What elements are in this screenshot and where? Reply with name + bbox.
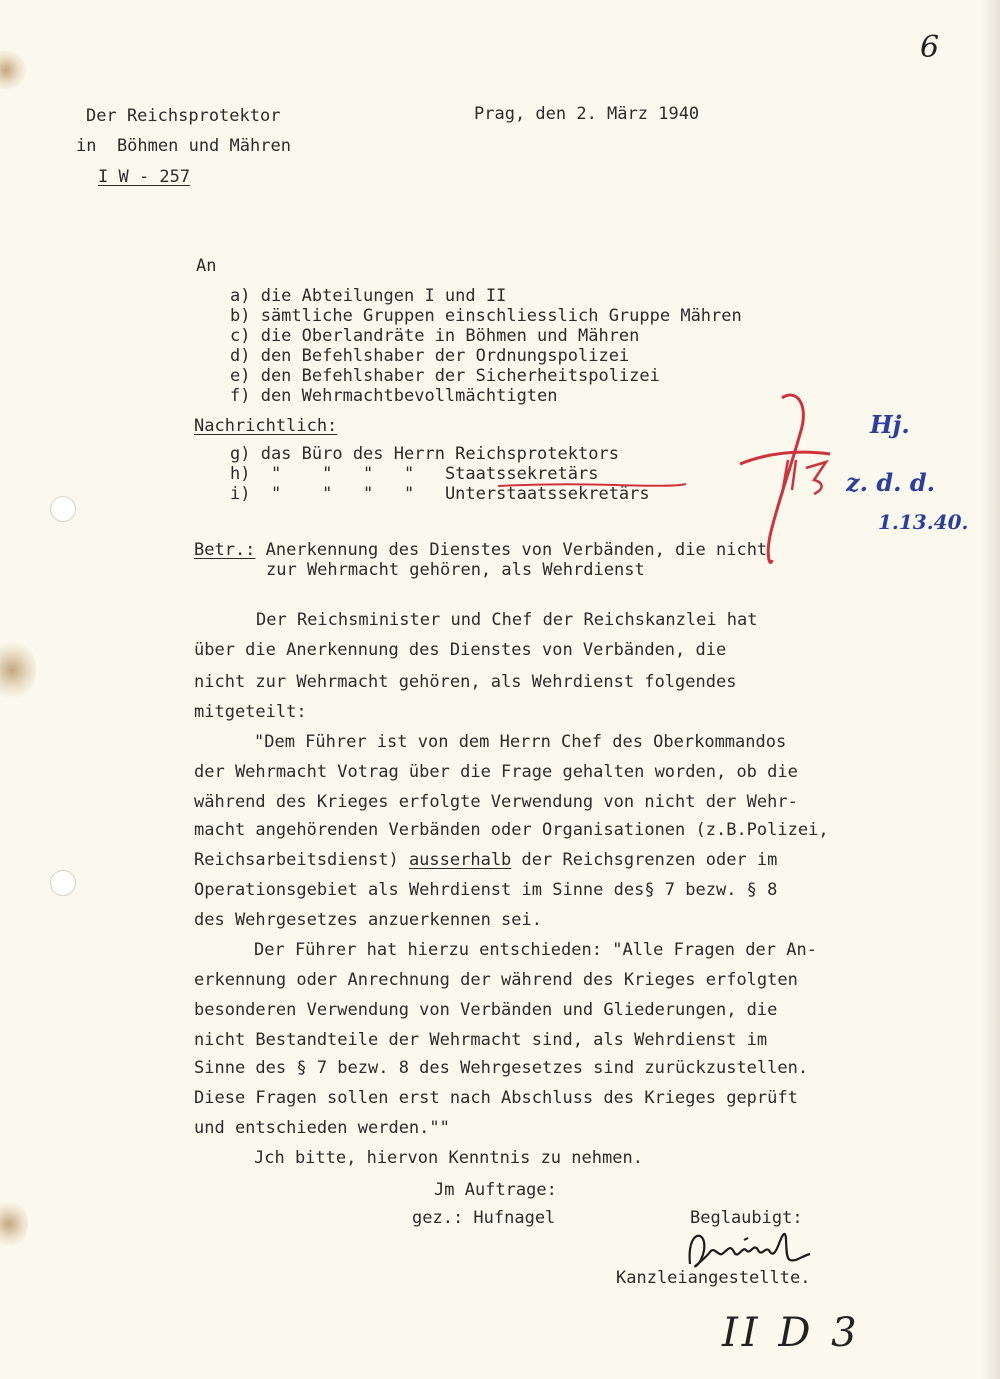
cc-item-i: i) " " " " Unterstaatssekretärs — [230, 484, 650, 504]
quote-line-4: macht angehörenden Verbänden oder Organisationen (z.B.Polizei, — [194, 820, 829, 840]
closing-line: Jch bitte, hiervon Kenntnis zu nehmen. — [254, 1148, 643, 1168]
recipient-a: a) die Abteilungen I und II — [230, 286, 507, 306]
quote-line-3: während des Krieges erfolgte Verwendung von nicht der Wehr- — [194, 792, 798, 812]
gez-hufnagel: gez.: Hufnagel — [412, 1208, 556, 1228]
sender-line-2: in Böhmen und Mähren — [76, 136, 291, 156]
blue-annotation-date: 1.13.40. — [878, 510, 969, 534]
recipient-c: c) die Oberlandräte in Böhmen und Mähren — [230, 326, 640, 346]
body-p3-line-6: Diese Fragen sollen erst nach Abschluss des Krieges geprüft — [194, 1088, 798, 1108]
quote-line-1: "Dem Führer ist von dem Herrn Chef des Oberkommandos — [254, 732, 787, 752]
body-p1-line-2: über die Anerkennung des Dienstes von Verbänden, die — [194, 640, 727, 660]
cc-label: Nachrichtlich: — [194, 416, 338, 436]
red-pencil-initials — [730, 390, 840, 590]
rust-stain — [0, 640, 36, 700]
quote-line-7: des Wehrgesetzes anzuerkennen sei. — [194, 910, 542, 930]
punch-hole — [50, 496, 76, 522]
quote-line-2: der Wehrmacht Votrag über die Frage gehalten worden, ob die — [194, 762, 798, 782]
subject-line-2: zur Wehrmacht gehören, als Wehrdienst — [266, 560, 645, 580]
cc-item-h: h) " " " " Staatssekretärs — [230, 464, 599, 484]
body-p3-line-7: und entschieden werden."" — [194, 1118, 450, 1138]
sender-line-1: Der Reichsprotektor — [86, 106, 281, 126]
beglaubigt-label: Beglaubigt: — [690, 1208, 803, 1228]
handwritten-file-code: II D 3 — [722, 1310, 861, 1356]
punch-hole — [50, 870, 76, 896]
red-underline — [496, 480, 696, 492]
body-p3-line-1: Der Führer hat hierzu entschieden: "Alle Fragen der An- — [254, 940, 817, 960]
page-number: 6 — [920, 30, 940, 65]
quote-line-5: Reichsarbeitsdienst) ausserhalb der Reichsgrenzen oder im — [194, 850, 778, 870]
paper-edge-shadow — [982, 0, 1000, 1379]
body-p3-line-3: besonderen Verwendung von Verbänden und Gliederungen, die — [194, 1000, 778, 1020]
body-p1-line-1: Der Reichsminister und Chef der Reichskanzlei hat — [256, 610, 758, 630]
rust-stain — [0, 50, 26, 90]
signatory-title: Kanzleiangestellte. — [616, 1268, 811, 1288]
recipient-e: e) den Befehlshaber der Sicherheitspolizei — [230, 366, 660, 386]
body-p3-line-5: Sinne des § 7 bezw. 8 des Wehrgesetzes sind zurückzustellen. — [194, 1058, 809, 1078]
body-p3-line-2: erkennung oder Anrechnung der während des Krieges erfolgten — [194, 970, 798, 990]
blue-annotation-zdd: z. d. d. — [846, 468, 935, 497]
place-date: Prag, den 2. März 1940 — [474, 104, 700, 124]
recipients-label: An — [196, 256, 217, 276]
cc-item-g: g) das Büro des Herrn Reichsprotektors — [230, 444, 619, 464]
reference-number: I W - 257 — [98, 167, 191, 187]
recipient-b: b) sämtliche Gruppen einschliesslich Gruppe Mähren — [230, 306, 742, 326]
subject-line-1: Betr.: Anerkennung des Dienstes von Verbänden, die nicht — [194, 540, 768, 560]
body-p1-line-4: mitgeteilt: — [194, 702, 307, 722]
blue-annotation-initials: Hj. — [870, 410, 910, 439]
body-p3-line-4: nicht Bestandteile der Wehrmacht sind, als Wehrdienst im — [194, 1030, 768, 1050]
im-auftrage: Jm Auftrage: — [434, 1180, 557, 1200]
quote-line-6: Operationsgebiet als Wehrdienst im Sinne des§ 7 bezw. § 8 — [194, 880, 778, 900]
recipient-f: f) den Wehrmachtbevollmächtigten — [230, 386, 558, 406]
body-p1-line-3: nicht zur Wehrmacht gehören, als Wehrdienst folgendes — [194, 672, 737, 692]
rust-stain — [0, 1200, 28, 1248]
recipient-d: d) den Befehlshaber der Ordnungspolizei — [230, 346, 630, 366]
